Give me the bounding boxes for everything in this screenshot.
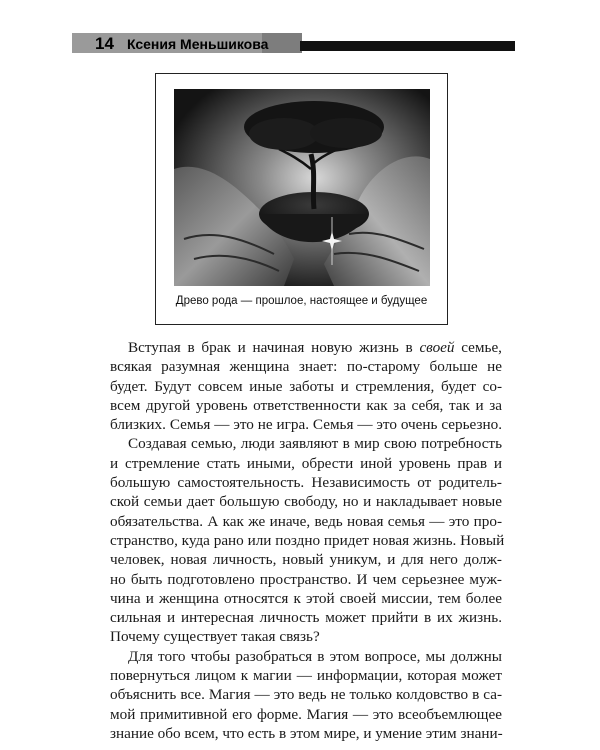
text-line: большую самостоятельность. Независимость от родитель-	[110, 474, 502, 492]
text-line: всем другой уровень ответственности как за себя, так и за	[110, 396, 502, 414]
text-line: повернуться лицом к магии — информации, которая может	[110, 667, 502, 685]
text-line: и стремление стать иными, обрести иной уровень прав и	[110, 454, 502, 472]
text-line: мой примитивной его форме. Магия — это всеобъемлющее	[110, 705, 502, 723]
text-line: чина и женщина относятся к этой своей миссии, тем более	[110, 589, 502, 607]
body-text	[110, 338, 505, 743]
figure-caption: Древо рода — прошлое, настоящее и будущее	[175, 295, 428, 307]
emphasis: своей	[419, 339, 455, 356]
text-line: Создавая семью, люди заявляют в мир свою потребность	[128, 435, 502, 453]
figure-frame	[155, 73, 448, 325]
page-number: 14	[95, 34, 114, 53]
text-line: будет. Будут совсем иные заботы и стремления, будет со-	[110, 377, 502, 395]
text-line: но быть подготовлено пространство. И чем серьезнее муж-	[110, 570, 502, 588]
header-rule	[300, 41, 515, 51]
hands-tree-illustration	[174, 89, 430, 286]
text-line: человек, новая личность, новый уникум, и для него долж-	[110, 551, 502, 569]
text-line: Почему существует такая связь?	[110, 628, 320, 646]
text-line: Для того чтобы разобраться в этом вопросе, мы должны	[128, 647, 502, 665]
text-line: близких. Семья — это не игра. Семья — это очень серьезно.	[110, 416, 502, 434]
text-line: объяснить все. Магия — это ведь не только колдовство в са-	[110, 686, 502, 704]
running-header-author: Ксения Меньшикова	[127, 36, 269, 52]
text-line: странство, куда рано или поздно придет новая жизнь. Новый	[110, 531, 505, 549]
text-line: всякая разумная женщина знает: по-старому больше не	[110, 358, 502, 376]
text-line: Вступая в брак и начиная новую жизнь в своей семье,	[128, 339, 502, 356]
figure-photo	[174, 89, 430, 286]
text-line: обязательства. А как же иначе, ведь новая семья — это про-	[110, 512, 502, 530]
text-line: знание обо всем, что есть в этом мире, и умение этим знани-	[110, 724, 503, 742]
text-line: ской семьи дает большую свободу, но и накладывает новые	[110, 493, 502, 511]
text-line: сильная и интересная личность может прийти в их жизнь.	[110, 609, 502, 627]
